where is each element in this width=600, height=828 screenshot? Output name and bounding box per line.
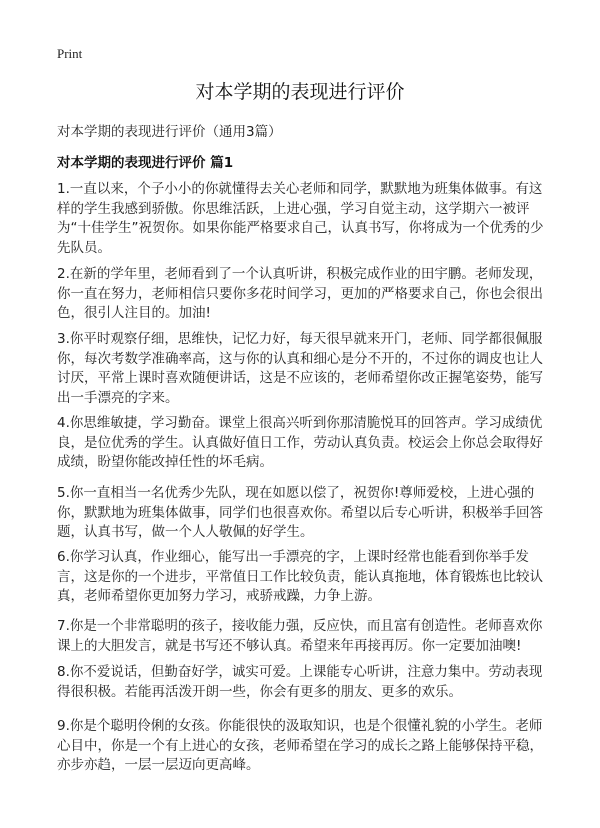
paragraph-7: 7.你是一个非常聪明的孩子，接收能力强，反应快，而且富有创造性。老师喜欢你课上的大胆发言，就是书写还不够认真。希望来年再接再厉。你一定要加油噢! xyxy=(57,618,543,654)
paragraph-4: 4.你思维敏捷，学习勤奋。课堂上很高兴听到你那清脆悦耳的回答声。学习成绩优良，是位优秀的学生。认真做好值日工作，劳动认真负责。校运会上你总会取得好成绩，盼望你能改掉任性的坏毛病。 xyxy=(57,415,543,470)
paragraph-8: 8.你不爱说话，但勤奋好学，诚实可爱。上课能专心听讲，注意力集中。劳动表现得很积极。若能再活泼开朗一些，你会有更多的朋友、更多的欢乐。 xyxy=(57,664,543,700)
subtitle: 对本学期的表现进行评价（通用3篇） xyxy=(57,124,282,140)
paragraph-6: 6.你学习认真，作业细心，能写出一手漂亮的字，上课时经常也能看到你举手发言，这是你的一个进步，平常值日工作比较负责，能认真拖地，体育锻炼也比较认真，老师希望你更加努力学习，戒骄戒躁，力争上游。 xyxy=(57,549,543,604)
paragraph-5: 5.你一直相当一名优秀少先队，现在如愿以偿了，祝贺你!尊师爱校，上进心强的你，默默地为班集体做事，同学们也很喜欢你。希望以后专心听讲，积极举手回答题，认真书写，做一个人人敬佩的好学生。 xyxy=(57,485,543,540)
section-heading: 对本学期的表现进行评价 篇1 xyxy=(57,155,234,171)
print-link[interactable]: Print xyxy=(57,46,83,61)
paragraph-9: 9.你是个聪明伶俐的女孩。你能很快的汲取知识，也是个很懂礼貌的小学生。老师心目中，你是一个有上进心的女孩，老师希望在学习的成长之路上能够保持平稳，亦步亦趋，一层一层迈向更高峰。 xyxy=(57,718,543,773)
page-title: 对本学期的表现进行评价 xyxy=(195,81,405,103)
paragraph-1: 1.一直以来，个子小小的你就懂得去关心老师和同学，默默地为班集体做事。有这样的学生我感到骄傲。你思维活跃，上进心强，学习自觉主动，这学期六一被评为“十佳学生”祝贺你。如果你能严格要求自己，认真书写，你将成为一个优秀的少先队员。 xyxy=(57,181,544,256)
paragraph-3: 3.你平时观察仔细，思维快，记忆力好，每天很早就来开门，老师、同学都很佩服你，每次考数学准确率高，这与你的认真和细心是分不开的，不过你的调皮也让人讨厌，平常上课时喜欢随便讲话，这是不应该的，老师希望你改正握笔姿势，能写出一手漂亮的字来。 xyxy=(57,331,543,406)
paragraph-2: 2.在新的学年里，老师看到了一个认真听讲，积极完成作业的田宇鹏。老师发现，你一直在努力，老师相信只要你多花时间学习，更加的严格要求自己，你也会很出色，很引人注目的。加油! xyxy=(57,266,543,321)
